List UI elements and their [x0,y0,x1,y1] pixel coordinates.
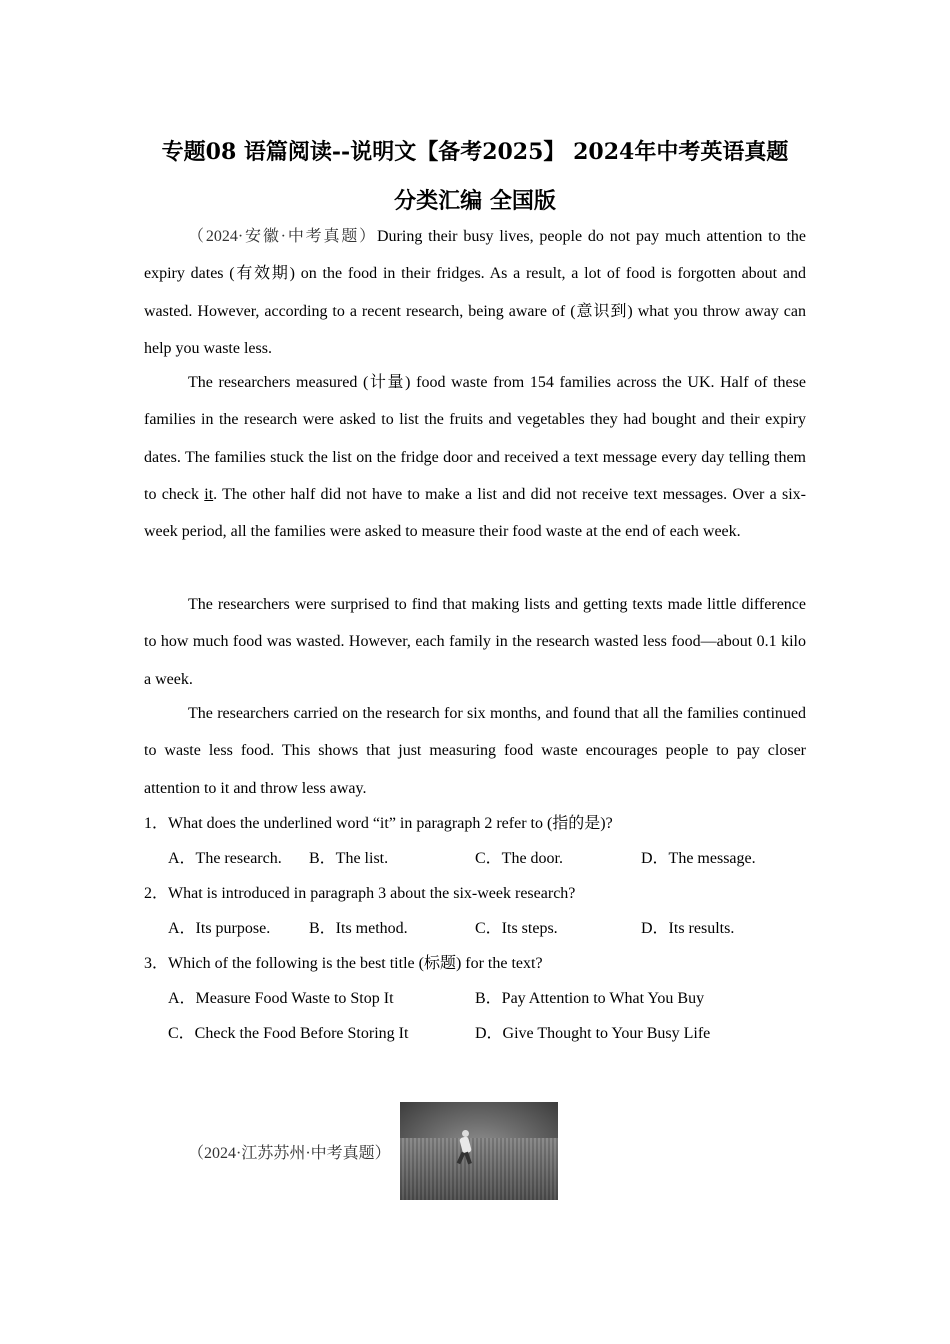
q3-option-a: A．Measure Food Waste to Stop It [168,990,394,1007]
q1-option-b: B．The list. [309,850,389,867]
q1-option-a: A．The research. [168,850,282,867]
doc-title-line-2: 分类汇编 全国版 [394,188,556,214]
underlined-word-it: it [204,485,214,503]
passage1-paragraph-1 [144,218,806,367]
question-2: 2．What is introduced in paragraph 3 about the six-week research? [144,885,576,902]
q2-option-b: B．Its method. [309,920,408,937]
paragraph-2-text-before: The researchers measured (计量) food waste from 154 families across the UK. Half of these families in the research were asked to list the fruits and vegetables they had bought and their expiry dates. The families stuck the list on the fridge door and received a text message every day telling them to check [144,374,806,503]
doc-title-line-1: 专题08 语篇阅读--说明文【备考2025】 2024年中考英语真题 [161,139,789,165]
q2-option-c: C．Its steps. [475,920,558,937]
q3-option-c: C．Check the Food Before Storing It [168,1025,409,1042]
photo-grass-field [400,1138,558,1200]
passage1-paragraph-3: The researchers were surprised to find that making lists and getting texts made little difference to how much food was wasted. However, each family in the research wasted less food—about 0.1 kilo a week. [144,596,806,688]
running-person-figure [457,1130,473,1164]
q1-option-c: C．The door. [475,850,563,867]
q2-option-a: A．Its purpose. [168,920,271,937]
passage2-source: （2024·江苏苏州·中考真题） [188,1145,391,1162]
q3-option-d: D．Give Thought to Your Busy Life [475,1025,711,1042]
q2-option-d: D．Its results. [641,920,735,937]
paragraph-2-text-after: . The other half did not have to make a list and did not receive text messages. Over a six-week period, all the families were asked to measure their food waste at the end of each week. [144,485,807,541]
passage2-photo [400,1102,558,1200]
q3-option-b: B．Pay Attention to What You Buy [475,990,705,1007]
passage1-paragraph-1-text: During their busy lives, people do not pay much attention to the expiry dates (有效期) on the food in their fridges. As a result, a lot of food is forgotten about and wasted. However, according to a recent research, being aware of (意识到) what you throw away can help you waste less. [144,228,806,357]
question-3: 3．Which of the following is the best title (标题) for the text? [144,955,543,972]
passage1-paragraph-4: The researchers carried on the research for six months, and found that all the families continued to waste less food. This shows that just measuring food waste encourages people to pay closer attention to it and throw less away. [144,705,806,797]
q1-option-d: D．The message. [641,850,756,867]
passage1-source: （2024·安徽·中考真题） [188,228,377,245]
question-1: 1．What does the underlined word “it” in paragraph 2 refer to (指的是)? [144,815,613,832]
passage1-paragraph-2 [144,364,806,550]
